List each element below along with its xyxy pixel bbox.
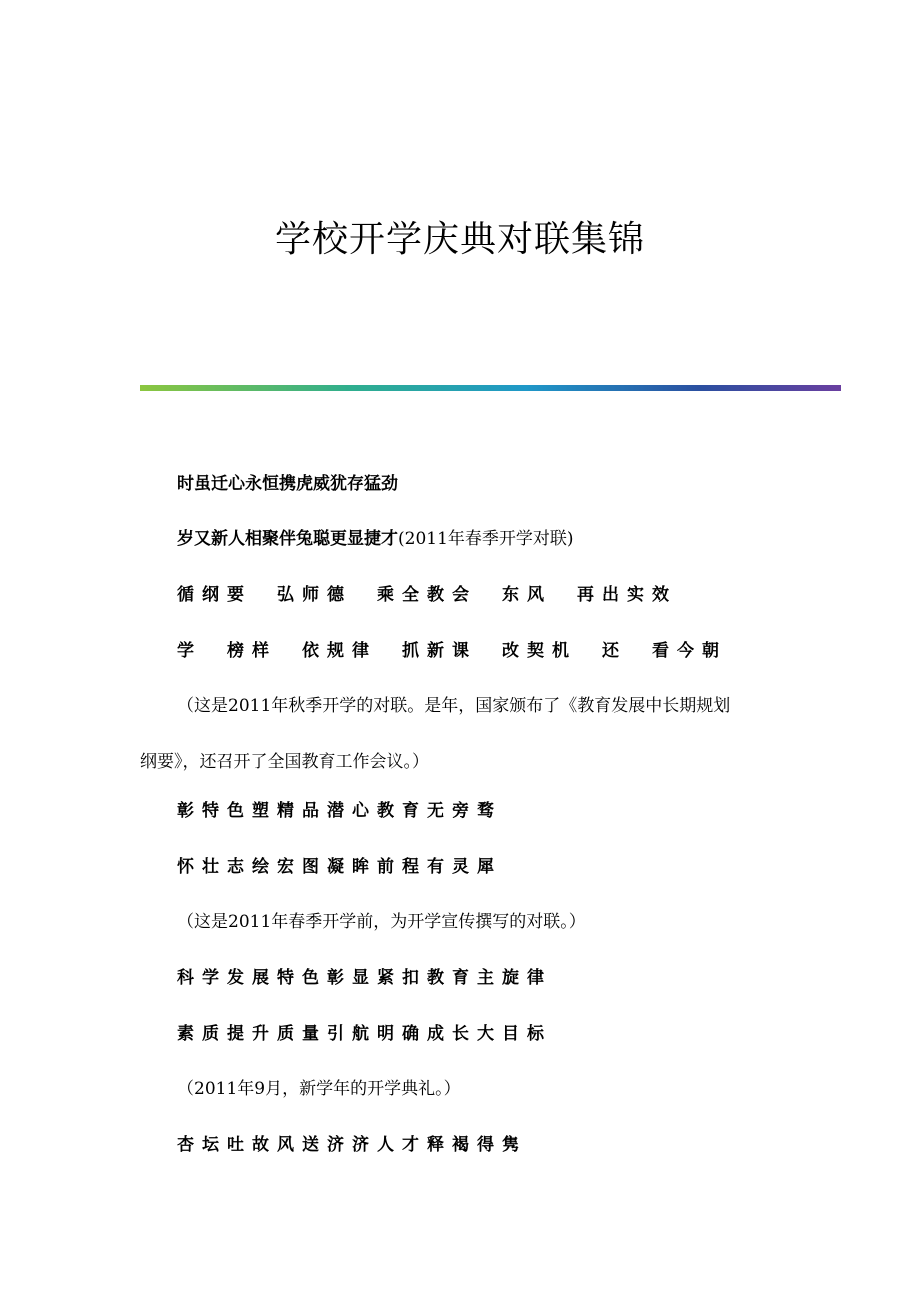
couplet-line-8 xyxy=(177,1022,552,1046)
couplet-line-1 xyxy=(177,472,398,496)
note-line: （这是2011年春季开学前，为开学宣传撰写的对联。） xyxy=(177,912,586,932)
couplet-text: 科学发展特色彰显紧扣教育主旋律 xyxy=(177,968,552,988)
note-paragraph-3 xyxy=(177,1077,461,1101)
note-line: （这是2011年秋季开学的对联。是年，国家颁布了《教育发展中长期规划 xyxy=(177,696,731,716)
couplet-text: 素质提升质量引航明确成长大目标 xyxy=(177,1024,552,1044)
note-line: （2011年9月，新学年的开学典礼。） xyxy=(177,1079,461,1099)
couplet-text: 杏坛吐故风送济济人才释褐得隽 xyxy=(177,1135,527,1155)
couplet-annotation: (2011年春季开学对联) xyxy=(398,529,574,549)
couplet-line-6 xyxy=(177,855,502,879)
couplet-text: 岁又新人相聚伴兔聪更显捷才 xyxy=(177,529,398,549)
couplet-text: 彰特色塑精品潜心教育无旁骛 xyxy=(177,801,502,821)
couplet-line-2 xyxy=(177,527,574,551)
note-line: 纲要》，还召开了全国教育工作会议。） xyxy=(140,752,429,772)
couplet-text: 时虽迁心永恒携虎威犹存猛劲 xyxy=(177,474,398,494)
couplet-text: 怀壮志绘宏图凝眸前程有灵犀 xyxy=(177,857,502,877)
couplet-line-5 xyxy=(177,799,502,823)
note-paragraph-1 xyxy=(140,694,800,774)
couplet-text: 学 榜样 依规律 抓新课 改契机 还 看今朝 xyxy=(177,641,727,661)
couplet-line-7 xyxy=(177,966,552,990)
note-paragraph-2 xyxy=(177,910,586,934)
couplet-line-9 xyxy=(177,1133,527,1157)
couplet-line-4 xyxy=(177,639,727,663)
gradient-divider xyxy=(140,385,841,391)
page-title: 学校开学庆典对联集锦 xyxy=(274,219,645,260)
couplet-line-3 xyxy=(177,583,677,607)
couplet-text: 循纲要 弘师德 乘全教会 东风 再出实效 xyxy=(177,585,677,605)
